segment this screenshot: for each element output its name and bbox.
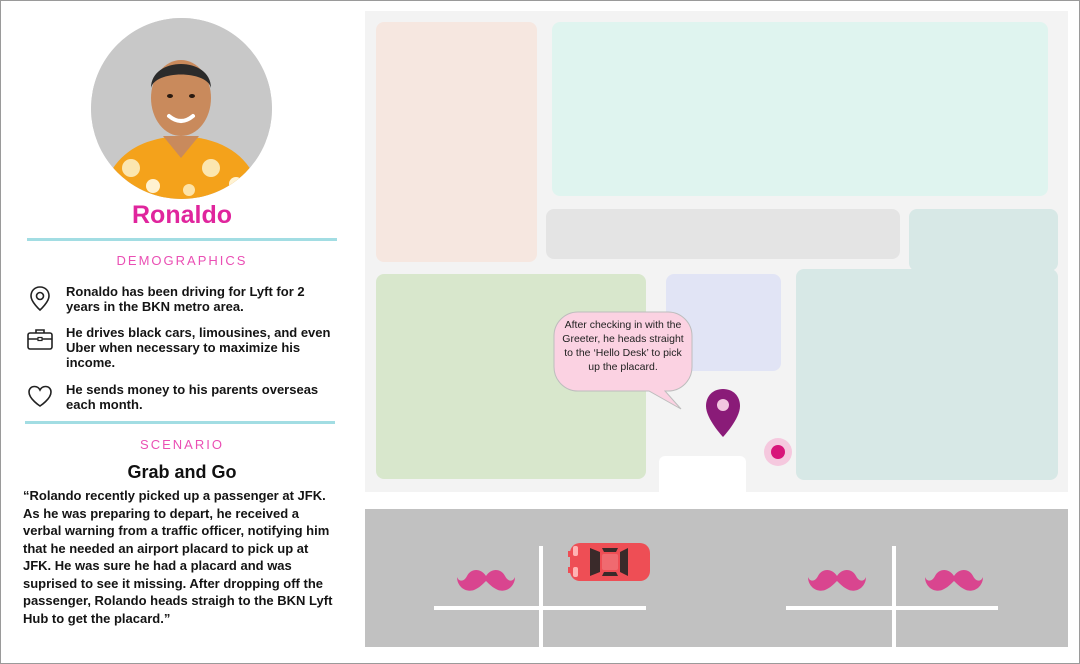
parking-line [892, 546, 896, 647]
demographic-item [26, 382, 336, 432]
divider [25, 421, 335, 424]
persona-name: Ronaldo [132, 201, 232, 229]
demographic-item [26, 325, 336, 375]
lyft-mustache-icon [925, 566, 983, 594]
map-zone-peach [376, 22, 537, 262]
person-photo-illustration [91, 18, 272, 199]
scenario-title: Grab and Go [127, 462, 237, 482]
demographic-text: He drives black cars, limousines, and even Uber when necessary to maximize his income. [66, 325, 331, 370]
demographic-text: He sends money to his parents overseas each month. [66, 382, 319, 412]
avatar [91, 18, 272, 199]
lyft-mustache-icon [457, 566, 515, 594]
map-zone-teal-top [909, 209, 1058, 271]
lyft-mustache-icon [808, 566, 866, 594]
map-zone-gray [546, 209, 900, 259]
scenario-heading: SCENARIO [140, 437, 224, 452]
car-icon [568, 539, 652, 584]
briefcase-icon [26, 325, 54, 353]
map-entrance [659, 456, 746, 492]
heart-icon [26, 382, 54, 410]
demographic-text: Ronaldo has been driving for Lyft for 2 years in the BKN metro area. [66, 284, 305, 314]
divider [27, 238, 337, 241]
parking-line [539, 546, 543, 647]
current-location-marker-icon [763, 437, 793, 467]
callout-text: After checking in with the Greeter, he heads straight to the ‘Hello Desk’ to pick up the placard. [562, 319, 684, 373]
demographics-heading: DEMOGRAPHICS [116, 253, 248, 268]
map-zone-teal [796, 269, 1058, 480]
map-zone-mint [552, 22, 1048, 196]
location-pin-icon [26, 284, 54, 312]
scenario-body: “Rolando recently picked up a passenger at JFK. As he was preparing to depart, he received a verbal warning from a traffic officer, notifying him that he needed an airport placard to pick up at JFK. He was sure he had a placard and was suprised to see it missing. After dropping off the passenger, Rolando heads straigh to the BKN Lyft Hub to get the placard.” [23, 488, 333, 626]
destination-pin-icon [704, 388, 742, 438]
